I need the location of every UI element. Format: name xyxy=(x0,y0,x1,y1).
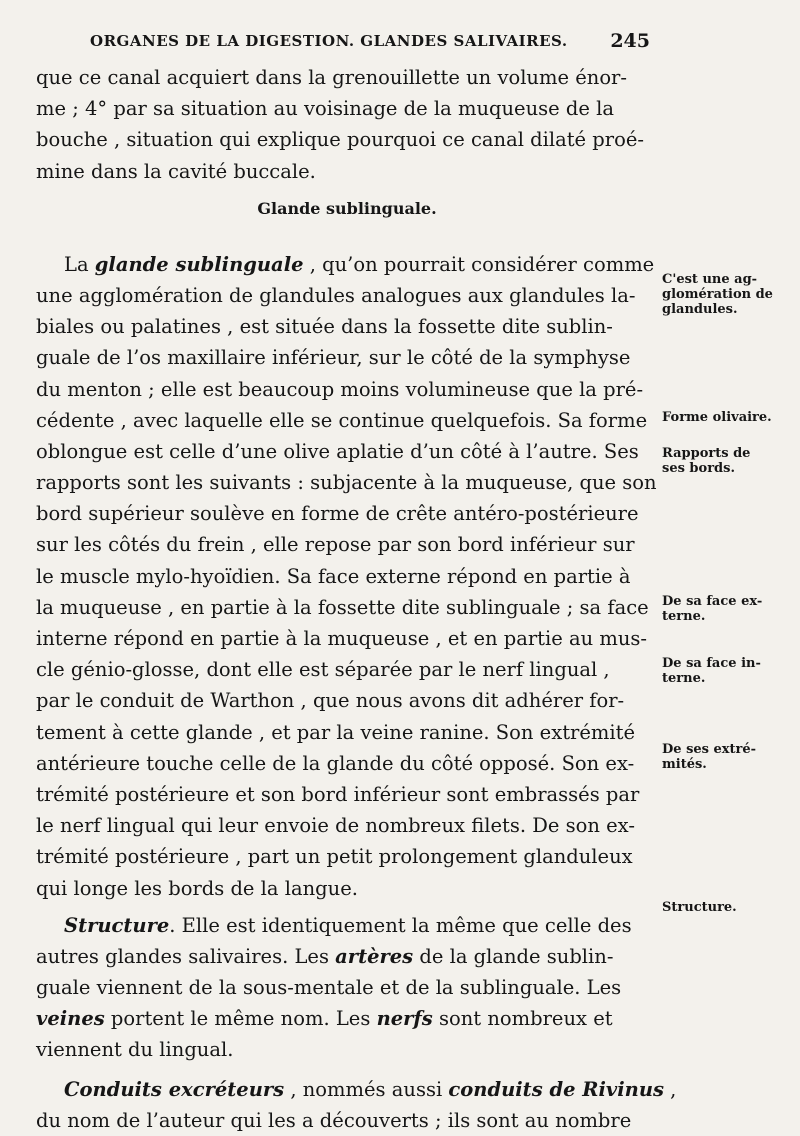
term-rivinus: conduits de Rivinus xyxy=(448,1077,664,1101)
text-line: interne répond en partie à la muqueuse , et en partie au mus- xyxy=(36,627,648,650)
term-conduits: Conduits excréteurs xyxy=(64,1077,285,1101)
text-segment: sont nombreux et xyxy=(432,1007,613,1031)
text-line: rapports sont les suivants : subjacente à la muqueuse, que son xyxy=(36,471,657,495)
text-line: sur les côtés du frein , elle repose par son bord inférieur sur xyxy=(36,533,635,557)
margin-note xyxy=(662,410,790,425)
text-segment: , xyxy=(663,1077,677,1101)
text-line xyxy=(36,941,658,972)
running-title: ORGANES DE LA DIGESTION. GLANDES SALIVAIRES. xyxy=(90,32,568,50)
margin-note-line: Forme olivaire. xyxy=(662,410,772,425)
page-number: 245 xyxy=(610,30,650,52)
text-line: que ce canal acquiert dans la grenouillette un volume énor- xyxy=(36,66,627,89)
text-line xyxy=(36,1003,658,1034)
margin-note-line: terne. xyxy=(662,609,706,624)
term-arteres: artères xyxy=(335,944,414,968)
margin-note-line: C'est une ag- xyxy=(662,272,758,287)
text-line: me ; 4° par sa situation au voisinage de la muqueuse de la xyxy=(36,97,614,121)
main-text-column xyxy=(36,62,677,1136)
term-nerfs: nerfs xyxy=(376,1007,433,1031)
text-line: bord supérieur soulève en forme de crête antéro-postérieure xyxy=(36,502,639,526)
text-segment: portent le même nom. Les xyxy=(104,1007,377,1031)
margin-note xyxy=(662,900,790,915)
text-line: trémité postérieure , part un petit prolongement glanduleux xyxy=(36,845,633,869)
margin-note-line: De sa face ex- xyxy=(662,594,763,609)
margin-note xyxy=(662,656,790,686)
margin-note xyxy=(662,272,790,317)
text-line: par le conduit de Warthon , que nous avons dit adhérer for- xyxy=(36,689,625,713)
text-segment: autres glandes salivaires. Les xyxy=(36,944,336,968)
margin-note-line: glandules. xyxy=(662,302,738,317)
text-line: guale de l’os maxillaire inférieur, sur le côté de la symphyse xyxy=(36,346,631,370)
margin-note-line: terne. xyxy=(662,671,706,686)
text-line: une agglomération de glandules analogues aux glandules la- xyxy=(36,283,636,307)
text-line: viennent du lingual. xyxy=(36,1038,234,1062)
margin-note-line: De ses extré- xyxy=(662,742,757,757)
margin-note xyxy=(662,446,790,476)
text-line: du menton ; elle est beaucoup moins volumineuse que la pré- xyxy=(36,377,644,401)
text-line: qui longe les bords de la langue. xyxy=(36,876,358,900)
text-line: mine dans la cavité buccale. xyxy=(36,159,316,183)
margin-note xyxy=(662,742,790,772)
structure-line xyxy=(36,910,658,941)
margin-note-line: ses bords. xyxy=(662,461,735,476)
margin-note-line: glomération de xyxy=(662,287,773,302)
text-segment: , nommés aussi xyxy=(284,1077,449,1101)
text-line: bouche , situation qui explique pourquoi ce canal dilaté proé- xyxy=(36,128,644,152)
text-line: trémité postérieure et son bord inférieur sont embrassés par xyxy=(36,782,640,806)
paragraph-first-line xyxy=(36,249,658,280)
margin-note xyxy=(662,594,790,624)
text-line: du nom de l’auteur qui les a découverts ; ils sont au nombre xyxy=(36,1108,632,1132)
page-header xyxy=(90,30,650,56)
text-line: biales ou palatines , est située dans la fossette dite sublin- xyxy=(36,315,613,339)
section-heading: Glande sublinguale. xyxy=(257,198,437,218)
text-segment: de la glande sublin- xyxy=(413,944,614,968)
structure-text: . Elle est identiquement la même que celle des xyxy=(169,913,632,937)
margin-note-line: mités. xyxy=(662,757,707,772)
margin-note-line: Rapports de xyxy=(662,446,751,461)
margin-note-line: Structure. xyxy=(662,900,737,915)
term-veines: veines xyxy=(36,1007,105,1031)
lead-rest: , qu’on pourrait considérer comme xyxy=(303,252,655,276)
text-line: tement à cette glande , et par la veine ranine. Son extrémité xyxy=(36,720,636,744)
text-line: antérieure touche celle de la glande du côté opposé. Son ex- xyxy=(36,751,635,775)
term-structure: Structure xyxy=(64,913,170,937)
text-line: oblongue est celle d’une olive aplatie d’un côté à l’autre. Ses xyxy=(36,439,639,463)
text-line: la muqueuse , en partie à la fossette dite sublinguale ; sa face xyxy=(36,595,649,619)
text-line: cédente , avec laquelle elle se continue quelquefois. Sa forme xyxy=(36,408,648,432)
margin-note-line: De sa face in- xyxy=(662,656,761,671)
text-line: le muscle mylo-hyoïdien. Sa face externe répond en partie à xyxy=(36,564,631,588)
text-line: le nerf lingual qui leur envoie de nombreux filets. De son ex- xyxy=(36,814,635,838)
text-line: guale viennent de la sous-mentale et de la sublinguale. Les xyxy=(36,976,622,1000)
lead-text: La xyxy=(64,252,95,276)
text-line: cle génio-glosse, dont elle est séparée par le nerf lingual , xyxy=(36,658,610,682)
term-italic: glande sublinguale xyxy=(94,252,304,276)
conduits-line xyxy=(36,1074,677,1105)
